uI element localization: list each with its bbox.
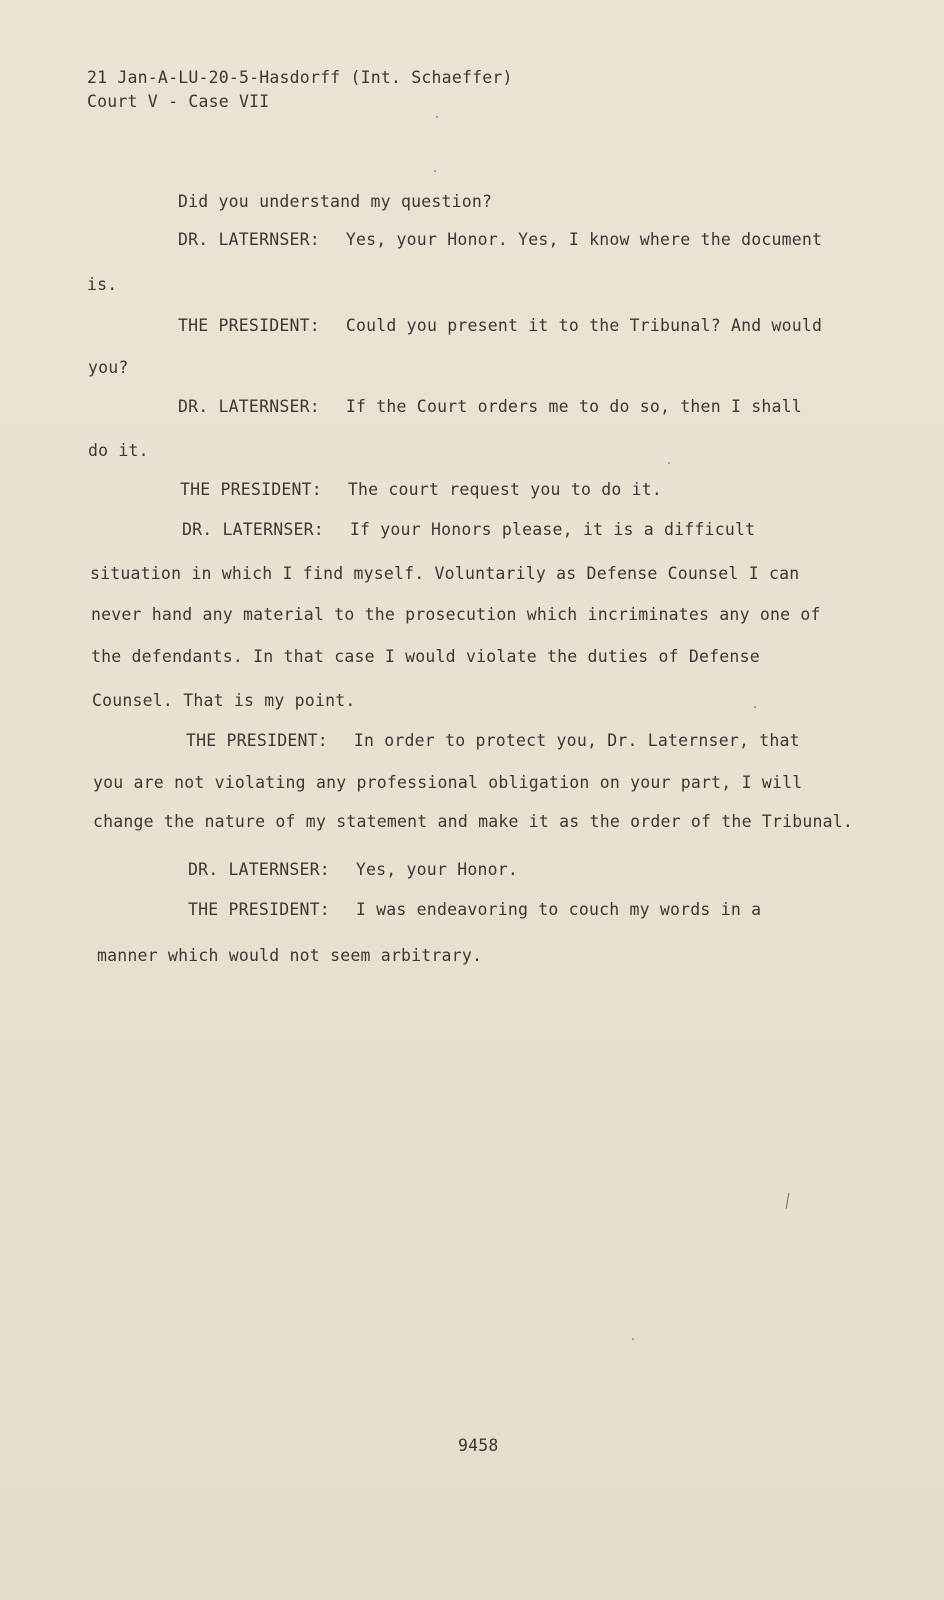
paper-speck (434, 170, 436, 172)
speaker-label: DR. LATERNSER: (178, 397, 320, 416)
speech-text: Yes, your Honor. (355, 860, 519, 879)
continuation-line: you? (88, 358, 129, 377)
header-line-2: Court V - Case VII (87, 92, 270, 111)
page-number: 9458 (458, 1436, 499, 1455)
continuation-line: situation in which I find myself. Voluntarily as Defense Counsel I can (90, 564, 800, 583)
speaker-paragraph (178, 316, 822, 335)
speaker-paragraph (178, 397, 802, 416)
speaker-label: DR. LATERNSER: (178, 230, 320, 249)
speech-text: Could you present it to the Tribunal? And would (345, 316, 823, 335)
speech-text: In order to protect you, Dr. Laternser, that (353, 731, 800, 750)
continuation-line: is. (87, 275, 118, 294)
speaker-paragraph (182, 520, 755, 539)
speech-text: If your Honors please, it is a difficult (349, 520, 756, 539)
speaker-paragraph (178, 230, 822, 249)
speaker-paragraph (188, 860, 518, 879)
paper-speck (436, 116, 438, 118)
speaker-label: THE PRESIDENT: (178, 316, 320, 335)
header-line-1: 21 Jan-A-LU-20-5-Hasdorff (Int. Schaeffer) (87, 68, 513, 87)
paper-speck (632, 1338, 634, 1340)
speaker-label: DR. LATERNSER: (188, 860, 330, 879)
continuation-line: change the nature of my statement and make it as the order of the Tribunal. (93, 812, 854, 831)
speech-text: Yes, your Honor. Yes, I know where the document (345, 230, 823, 249)
speaker-label: THE PRESIDENT: (180, 480, 322, 499)
continuation-line: the defendants. In that case I would violate the duties of Defense (91, 647, 760, 666)
speech-text: The court request you to do it. (347, 480, 663, 499)
continuation-line: never hand any material to the prosecution which incriminates any one of (91, 605, 821, 624)
pen-mark (786, 1193, 790, 1209)
speaker-label: THE PRESIDENT: (188, 900, 330, 919)
body-line: Did you understand my question? (178, 192, 493, 211)
paper-speck (754, 706, 756, 708)
speaker-label: DR. LATERNSER: (182, 520, 324, 539)
continuation-line: manner which would not seem arbitrary. (97, 946, 483, 965)
continuation-line: you are not violating any professional obligation on your part, I will (93, 773, 803, 792)
continuation-line: Counsel. That is my point. (92, 691, 356, 710)
paper-speck (668, 462, 670, 464)
speaker-paragraph (180, 480, 662, 499)
speaker-paragraph (186, 731, 800, 750)
speech-text: If the Court orders me to do so, then I shall (345, 397, 802, 416)
speech-text: I was endeavoring to couch my words in a (355, 900, 762, 919)
continuation-line: do it. (88, 441, 149, 460)
speaker-label: THE PRESIDENT: (186, 731, 328, 750)
speaker-paragraph (188, 900, 761, 919)
